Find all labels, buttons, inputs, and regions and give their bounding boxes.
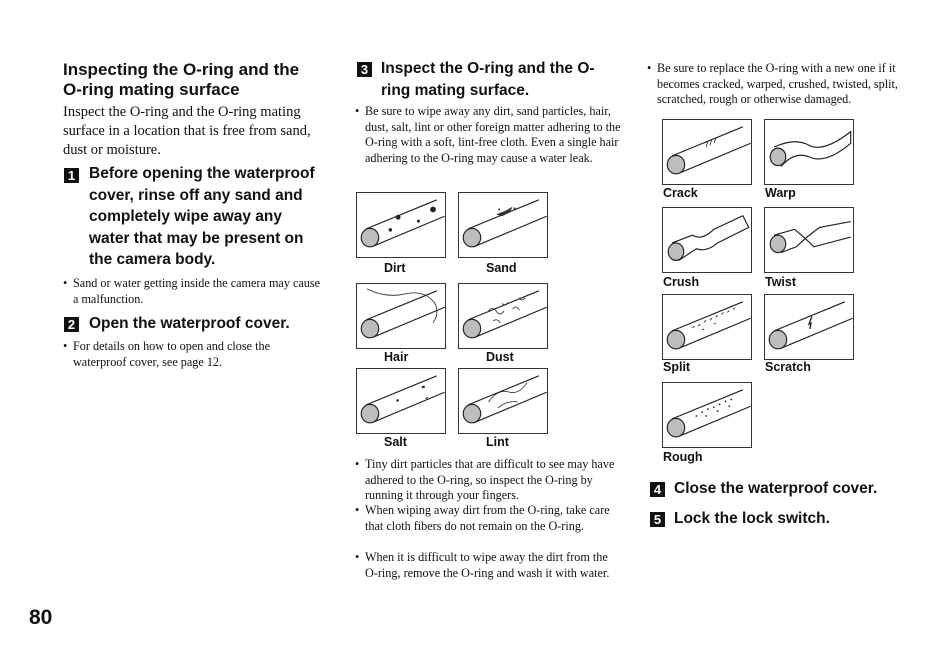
step3-note2: • Tiny dirt particles that are difficult to see may have adhered to the O-ring, so inspect the O-ring by running it through your fingers. xyxy=(355,457,617,504)
twist-caption: Twist xyxy=(765,275,797,289)
warp-caption: Warp xyxy=(765,186,796,200)
dirt-caption: Dirt xyxy=(384,261,406,275)
crack-caption: Crack xyxy=(663,186,698,200)
salt-figure xyxy=(356,368,446,434)
split-caption: Split xyxy=(663,360,691,374)
hair-figure xyxy=(356,283,446,349)
rough-figure xyxy=(662,382,752,448)
sand-caption: Sand xyxy=(486,261,517,275)
rough-caption: Rough xyxy=(663,450,703,464)
section-title-line1: Inspecting the O-ring and the xyxy=(63,60,300,79)
damage-note: • Be sure to replace the O-ring with a new one if it becomes cracked, warped, crushed, twisted, split, scratched, rough or otherwise damaged. xyxy=(647,61,915,108)
lint-caption: Lint xyxy=(486,435,509,449)
dust-figure xyxy=(458,283,548,349)
dirt-figure xyxy=(356,192,446,258)
split-figure xyxy=(662,294,752,360)
step5-text: Lock the lock switch. xyxy=(674,510,830,527)
step1-number: 1 xyxy=(64,168,79,183)
section-title-line2: O-ring mating surface xyxy=(63,80,240,99)
step3-text: Inspect the O-ring and the O-ring mating surface. xyxy=(381,60,595,99)
step1-note: • Sand or water getting inside the camera may cause a malfunction. xyxy=(63,276,323,307)
warp-figure xyxy=(764,119,854,185)
step4-number: 4 xyxy=(650,482,665,497)
crack-figure xyxy=(662,119,752,185)
lint-figure xyxy=(458,368,548,434)
page-number: 80 xyxy=(29,606,53,629)
step3-note3: • When wiping away dirt from the O-ring, take care that cloth fibers do not remain on the O-ring. xyxy=(355,503,617,534)
section-intro: Inspect the O-ring and the O-ring mating surface in a location that is free from sand, dust or moisture. xyxy=(63,104,311,158)
step5-number: 5 xyxy=(650,512,665,527)
step3-note4: • When it is difficult to wipe away the dirt from the O-ring, remove the O-ring and wash it with water. xyxy=(355,550,623,581)
step1-text: Before opening the waterproof cover, rinse off any sand and completely wipe away any water that may be present on the camera body. xyxy=(89,165,315,268)
crush-caption: Crush xyxy=(663,275,700,289)
sand-figure xyxy=(458,192,548,258)
step4-text: Close the waterproof cover. xyxy=(674,480,878,497)
step2-text: Open the waterproof cover. xyxy=(89,315,290,332)
step3-note1: • Be sure to wipe away any dirt, sand particles, hair, dust, salt, lint or other foreign matter adhering to the O-ring with a soft, lint-free cloth. Even a single hair adhering to the O-ring may cause a water leak. xyxy=(355,104,621,166)
step2-number: 2 xyxy=(64,317,79,332)
scratch-caption: Scratch xyxy=(765,360,811,374)
twist-figure xyxy=(764,207,854,273)
crush-figure xyxy=(662,207,752,273)
step3-number: 3 xyxy=(357,62,372,77)
scratch-figure xyxy=(764,294,854,360)
step2-note: • For details on how to open and close the waterproof cover, see page 12. xyxy=(63,339,323,370)
salt-caption: Salt xyxy=(384,435,407,449)
hair-caption: Hair xyxy=(384,350,409,364)
dust-caption: Dust xyxy=(486,350,514,364)
